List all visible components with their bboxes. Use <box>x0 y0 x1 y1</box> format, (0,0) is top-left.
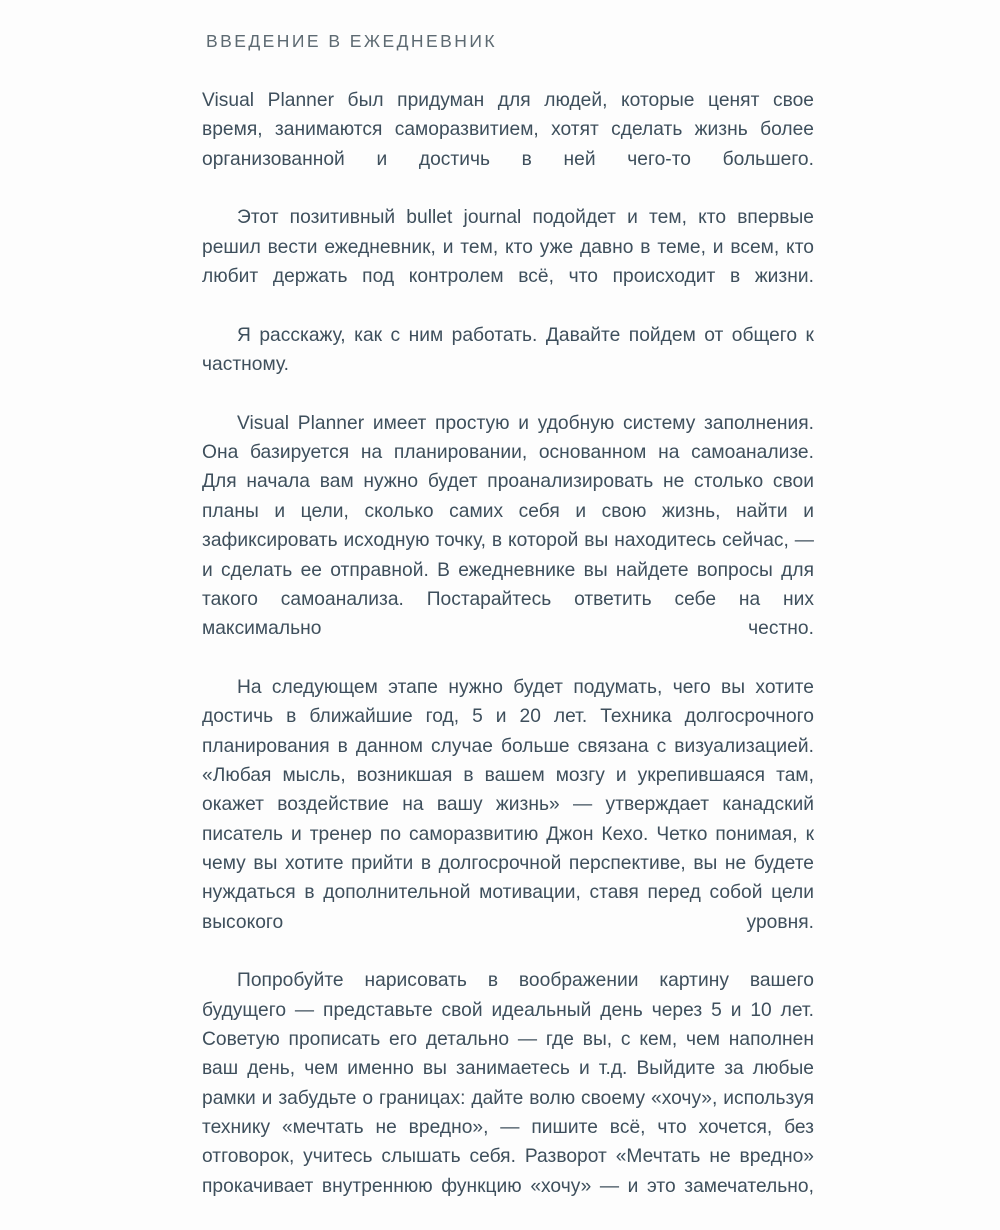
paragraph: Этот позитивный bullet journal подойдет и тем, кто впервые решил вести ежедневник, и тем, кто уже давно в теме, и всем, кто любит держать под контролем всё, что происходит в жизни. <box>202 207 814 288</box>
paragraph: Visual Planner был придуман для людей, которые ценят свое время, занимаются саморазвитием, хотят сделать жизнь более организованной и достичь в ней чего-то большего. <box>202 90 814 170</box>
paragraph: Я расскажу, как с ним работать. Давайте пойдем от общего к частному. <box>202 324 814 376</box>
body-text <box>202 86 814 1230</box>
paragraph: На следующем этапе нужно будет подумать, чего вы хотите достичь в ближайшие год, 5 и 20 лет. Техника долгосрочного планирования в данном случае больше связана с визуализацией. «Любая мысль, возникшая в вашем мозгу и укрепившаяся там, окажет воздействие на вашу жизнь» — утверждает канадский писатель и тренер по саморазвитию Джон Кехо. Четко понимая, к чему вы хотите прийти в долгосрочной перспективе, вы не будете нуждаться в дополнительной мотивации, ставя перед собой цели высокого уровня. <box>202 676 814 933</box>
paragraph: Visual Planner имеет простую и удобную систему заполнения. Она базируется на планировании, основанном на самоанализе. Для начала вам нужно будет проанализировать не столько свои планы и цели, сколько самих себя и свою жизнь, найти и зафиксировать исходную точку, в которой вы находитесь сейчас, — и сделать ее отправной. В ежедневнике вы найдете вопросы для такого самоанализа. Постарайтесь ответить себе на них максимально честно. <box>202 412 814 640</box>
chapter-heading: ВВЕДЕНИЕ В ЕЖЕДНЕВНИК <box>206 31 498 51</box>
paragraph: Попробуйте нарисовать в воображении картину вашего будущего — представьте свой идеальный день через 5 и 10 лет. Советую прописать его детально — где вы, с кем, чем наполнен ваш день, чем именно вы занимаетесь и т.д. Выйдите за любые рамки и забудьте о границах: дайте волю своему «хочу», используя технику «мечтать не вредно», — пишите всё, что хочется, без отговорок, учитесь слышать себя. Разворот «Мечтать не вредно» прокачивает внутреннюю функцию «хочу» — и это замечательно, <box>202 970 814 1197</box>
